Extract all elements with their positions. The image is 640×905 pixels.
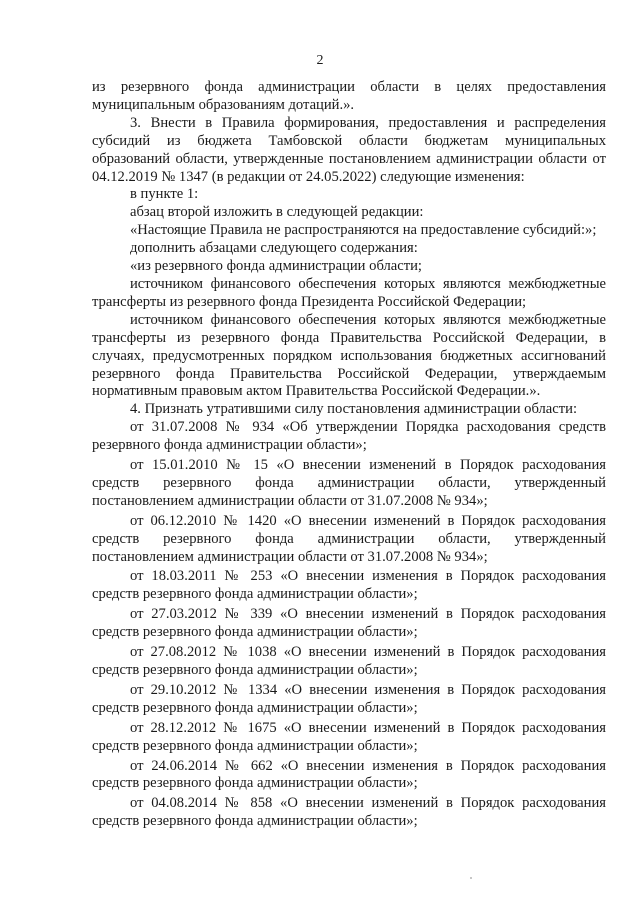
paragraph-item-4: 4. Признать утратившими силу постановления администрации области: <box>130 401 577 418</box>
paragraph-abzac-2: абзац второй изложить в следующей редакции: <box>130 204 424 221</box>
list-item-decree: от 27.08.2012 № 1038 «О внесении изменений в Порядок расходования средств резервного фонда администрации области»; <box>92 644 606 678</box>
paragraph-item-3: 3. Внести в Правила формирования, предоставления и распределения субсидий из бюджета Тамбовской области бюджетам муниципальных образований области, утвержденные постановлением администрации области от 04.12.2019 № 1347 (в редакции от 24.05.2022) следующие изменения: <box>92 114 606 185</box>
paragraph-point-1: в пункте 1: <box>130 186 199 203</box>
list-item-decree: от 15.01.2010 № 15 «О внесении изменений в Порядок расходования средств резервного фонда администрации области, утвержденный постановлением администрации области от 31.07.2008 № 934»; <box>92 457 606 509</box>
list-item-decree: от 18.03.2011 № 253 «О внесении изменения в Порядок расходования средств резервного фонда администрации области»; <box>92 568 606 603</box>
paragraph-supplement: дополнить абзацами следующего содержания: <box>130 240 418 257</box>
page-number: 2 <box>316 53 324 68</box>
list-item-decree: от 28.12.2012 № 1675 «О внесении изменений в Порядок расходования средств резервного фонда администрации области»; <box>92 719 606 754</box>
paragraph-president-fund: источником финансового обеспечения которых являются межбюджетные трансферты из резервного фонда Президента Российской Федерации; <box>92 275 606 310</box>
list-item-decree: от 27.03.2012 № 339 «О внесении изменений в Порядок расходования средств резервного фонда администрации области»; <box>92 606 606 641</box>
document-body <box>92 79 606 831</box>
paragraph-continuation: из резервного фонда администрации области в целях предоставления муниципальным образованиям дотаций.». <box>92 79 606 113</box>
list-item-decree: от 24.06.2014 № 662 «О внесении изменения в Порядок расходования средств резервного фонда администрации области»; <box>92 757 606 792</box>
list-item-decree: от 29.10.2012 № 1334 «О внесении изменения в Порядок расходования средств резервного фонда администрации области»; <box>92 681 606 716</box>
list-item-decree: от 06.12.2010 № 1420 «О внесении изменений в Порядок расходования средств резервного фонда администрации области, утвержденный постановлением администрации области от 31.07.2008 № 934»; <box>92 512 606 565</box>
list-item-decree: от 31.07.2008 № 934 «Об утверждении Порядка расходования средств резервного фонда администрации области»; <box>92 419 606 454</box>
paragraph-quote-rules: «Настоящие Правила не распространяются на предоставление субсидий:»; <box>130 222 597 239</box>
paragraph-reserve-fund: «из резервного фонда администрации области; <box>130 258 422 275</box>
scan-speck <box>470 877 472 879</box>
list-item-decree: от 04.08.2014 № 858 «О внесении изменений в Порядок расходования средств резервного фонда администрации области»; <box>92 795 606 830</box>
paragraph-government-fund: источником финансового обеспечения которых являются межбюджетные трансферты из резервного фонда Правительства Российской Федерации, в случаях, предусмотренных порядком использования бюджетных ассигнований резервного фонда Правительства Российской Федерации, утверждаемым нормативным правовым актом Правительства Российской Федерации.». <box>92 311 606 400</box>
